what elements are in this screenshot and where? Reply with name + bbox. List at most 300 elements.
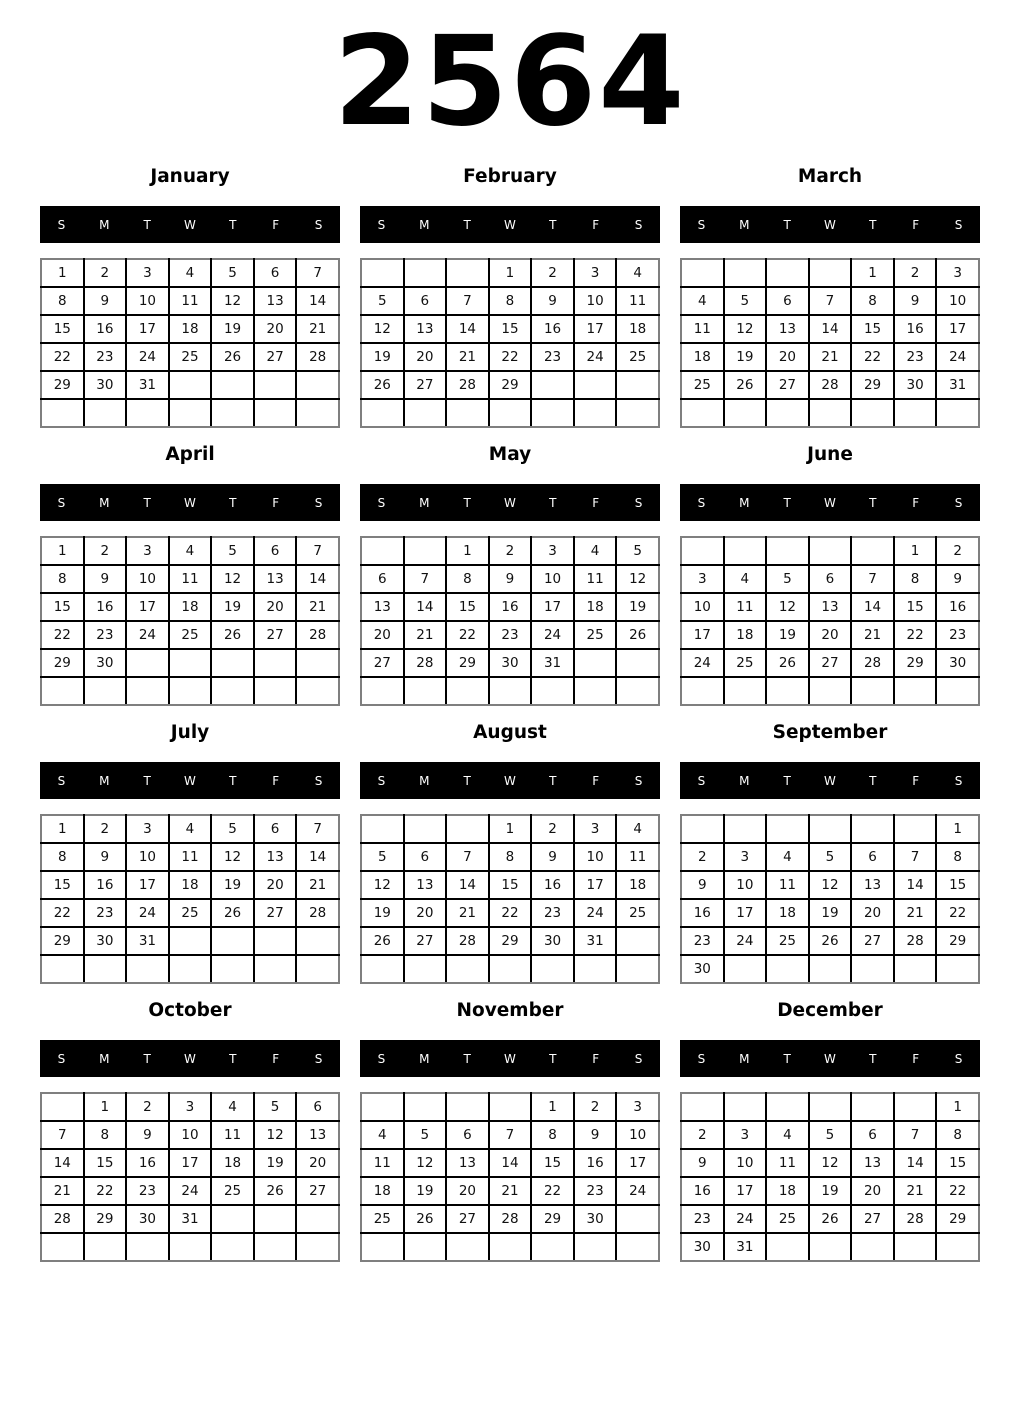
day-cell: 14 bbox=[894, 871, 937, 899]
day-cell: 28 bbox=[296, 621, 339, 649]
day-cell bbox=[361, 677, 404, 705]
week-row bbox=[361, 537, 659, 565]
day-cell bbox=[169, 649, 212, 677]
month-block bbox=[360, 156, 660, 434]
day-cell: 29 bbox=[489, 371, 532, 399]
day-cell: 27 bbox=[404, 927, 447, 955]
day-cell: 8 bbox=[936, 843, 979, 871]
day-cell: 5 bbox=[361, 843, 404, 871]
day-cell: 23 bbox=[489, 621, 532, 649]
day-cell: 25 bbox=[169, 621, 212, 649]
day-cell: 29 bbox=[84, 1205, 127, 1233]
day-cell: 19 bbox=[766, 621, 809, 649]
day-cell: 27 bbox=[404, 371, 447, 399]
day-cell: 7 bbox=[446, 843, 489, 871]
weekday-header-bar bbox=[680, 762, 980, 799]
day-cell: 27 bbox=[446, 1205, 489, 1233]
day-cell: 18 bbox=[169, 315, 212, 343]
day-cell bbox=[724, 815, 767, 843]
day-cell: 20 bbox=[254, 871, 297, 899]
day-cell bbox=[296, 927, 339, 955]
weekday-label: T bbox=[229, 495, 237, 510]
day-cell bbox=[361, 537, 404, 565]
day-cell: 21 bbox=[296, 593, 339, 621]
day-cell bbox=[616, 399, 659, 427]
day-cell bbox=[446, 259, 489, 287]
day-cell: 28 bbox=[446, 927, 489, 955]
day-cell: 4 bbox=[169, 259, 212, 287]
day-cell: 7 bbox=[404, 565, 447, 593]
day-cell: 13 bbox=[809, 593, 852, 621]
day-cell: 10 bbox=[126, 287, 169, 315]
day-cell bbox=[84, 399, 127, 427]
day-cell: 24 bbox=[126, 899, 169, 927]
day-cell: 7 bbox=[446, 287, 489, 315]
day-cell: 28 bbox=[851, 649, 894, 677]
day-cell: 21 bbox=[489, 1177, 532, 1205]
day-cell: 28 bbox=[296, 343, 339, 371]
day-cell: 3 bbox=[681, 565, 724, 593]
day-cell: 14 bbox=[446, 315, 489, 343]
day-cell bbox=[894, 677, 937, 705]
day-cell: 25 bbox=[681, 371, 724, 399]
weekday-label: T bbox=[783, 1051, 791, 1066]
day-cell: 24 bbox=[616, 1177, 659, 1205]
weekday-label: S bbox=[634, 1051, 643, 1066]
day-cell: 3 bbox=[126, 537, 169, 565]
day-cell bbox=[404, 677, 447, 705]
day-cell: 14 bbox=[296, 287, 339, 315]
week-row bbox=[681, 565, 979, 593]
week-row bbox=[681, 593, 979, 621]
day-cell bbox=[489, 677, 532, 705]
day-cell bbox=[446, 399, 489, 427]
day-cell bbox=[894, 815, 937, 843]
day-cell: 24 bbox=[724, 927, 767, 955]
day-cell bbox=[766, 815, 809, 843]
weekday-label: M bbox=[99, 1051, 110, 1066]
weekday-label: S bbox=[377, 1051, 386, 1066]
day-cell: 4 bbox=[169, 537, 212, 565]
day-cell bbox=[894, 1093, 937, 1121]
day-cell: 6 bbox=[254, 815, 297, 843]
weekday-label: M bbox=[99, 495, 110, 510]
day-cell: 16 bbox=[84, 871, 127, 899]
month-date-grid bbox=[40, 814, 340, 984]
month-date-grid bbox=[680, 814, 980, 984]
week-row bbox=[361, 343, 659, 371]
day-cell bbox=[211, 955, 254, 983]
day-cell bbox=[936, 955, 979, 983]
day-cell: 9 bbox=[531, 843, 574, 871]
day-cell: 14 bbox=[296, 565, 339, 593]
day-cell: 27 bbox=[254, 899, 297, 927]
week-row bbox=[681, 955, 979, 983]
week-row bbox=[681, 899, 979, 927]
day-cell: 19 bbox=[616, 593, 659, 621]
day-cell: 29 bbox=[851, 371, 894, 399]
day-cell bbox=[296, 955, 339, 983]
day-cell: 13 bbox=[254, 843, 297, 871]
weekday-label: S bbox=[954, 773, 963, 788]
day-cell bbox=[169, 1233, 212, 1261]
day-cell: 23 bbox=[84, 343, 127, 371]
day-cell bbox=[809, 537, 852, 565]
day-cell: 21 bbox=[446, 343, 489, 371]
day-cell: 24 bbox=[126, 343, 169, 371]
day-cell: 23 bbox=[84, 899, 127, 927]
day-cell: 30 bbox=[894, 371, 937, 399]
day-cell bbox=[254, 1233, 297, 1261]
day-cell: 15 bbox=[936, 1149, 979, 1177]
week-row bbox=[361, 1121, 659, 1149]
weekday-label: M bbox=[739, 217, 750, 232]
day-cell: 4 bbox=[574, 537, 617, 565]
weekday-label: T bbox=[549, 217, 557, 232]
week-row bbox=[41, 843, 339, 871]
weekday-label: W bbox=[504, 1051, 516, 1066]
day-cell: 31 bbox=[724, 1233, 767, 1261]
day-cell: 12 bbox=[809, 1149, 852, 1177]
day-cell: 1 bbox=[41, 537, 84, 565]
week-row bbox=[361, 899, 659, 927]
week-row bbox=[41, 593, 339, 621]
weekday-label: T bbox=[229, 773, 237, 788]
day-cell: 11 bbox=[766, 1149, 809, 1177]
weekday-header-bar bbox=[360, 762, 660, 799]
day-cell bbox=[361, 815, 404, 843]
week-row bbox=[361, 843, 659, 871]
day-cell: 26 bbox=[211, 621, 254, 649]
day-cell: 18 bbox=[169, 593, 212, 621]
day-cell: 5 bbox=[254, 1093, 297, 1121]
day-cell: 18 bbox=[361, 1177, 404, 1205]
week-row bbox=[361, 621, 659, 649]
weekday-label: M bbox=[739, 1051, 750, 1066]
day-cell: 1 bbox=[446, 537, 489, 565]
day-cell: 24 bbox=[531, 621, 574, 649]
day-cell bbox=[211, 1205, 254, 1233]
day-cell: 22 bbox=[41, 343, 84, 371]
day-cell: 30 bbox=[489, 649, 532, 677]
day-cell bbox=[404, 399, 447, 427]
day-cell: 20 bbox=[254, 593, 297, 621]
day-cell: 20 bbox=[361, 621, 404, 649]
weekday-header-bar bbox=[40, 484, 340, 521]
day-cell: 26 bbox=[404, 1205, 447, 1233]
weekday-label: S bbox=[954, 1051, 963, 1066]
month-date-grid bbox=[40, 536, 340, 706]
day-cell bbox=[851, 815, 894, 843]
day-cell bbox=[809, 1093, 852, 1121]
day-cell: 5 bbox=[766, 565, 809, 593]
day-cell: 26 bbox=[809, 1205, 852, 1233]
day-cell: 4 bbox=[724, 565, 767, 593]
day-cell: 26 bbox=[766, 649, 809, 677]
day-cell: 1 bbox=[489, 259, 532, 287]
day-cell: 8 bbox=[489, 287, 532, 315]
day-cell bbox=[724, 955, 767, 983]
day-cell: 30 bbox=[84, 371, 127, 399]
day-cell: 7 bbox=[894, 843, 937, 871]
day-cell: 19 bbox=[211, 315, 254, 343]
day-cell bbox=[574, 649, 617, 677]
month-date-grid bbox=[680, 258, 980, 428]
day-cell: 11 bbox=[724, 593, 767, 621]
week-row bbox=[361, 259, 659, 287]
day-cell bbox=[361, 399, 404, 427]
week-row bbox=[361, 399, 659, 427]
day-cell: 16 bbox=[681, 1177, 724, 1205]
week-row bbox=[361, 677, 659, 705]
day-cell bbox=[766, 259, 809, 287]
day-cell: 8 bbox=[41, 287, 84, 315]
day-cell: 15 bbox=[531, 1149, 574, 1177]
day-cell: 20 bbox=[296, 1149, 339, 1177]
day-cell: 30 bbox=[681, 1233, 724, 1261]
day-cell: 2 bbox=[894, 259, 937, 287]
day-cell: 7 bbox=[296, 259, 339, 287]
day-cell: 26 bbox=[809, 927, 852, 955]
weekday-header-bar bbox=[360, 484, 660, 521]
day-cell: 4 bbox=[681, 287, 724, 315]
day-cell: 13 bbox=[446, 1149, 489, 1177]
day-cell: 6 bbox=[851, 843, 894, 871]
day-cell: 2 bbox=[574, 1093, 617, 1121]
day-cell: 11 bbox=[616, 843, 659, 871]
month-title: January bbox=[150, 165, 230, 187]
day-cell bbox=[254, 927, 297, 955]
month-title: March bbox=[797, 165, 863, 187]
day-cell: 16 bbox=[84, 315, 127, 343]
day-cell bbox=[766, 1233, 809, 1261]
day-cell: 27 bbox=[361, 649, 404, 677]
day-cell: 27 bbox=[766, 371, 809, 399]
day-cell: 10 bbox=[724, 1149, 767, 1177]
day-cell bbox=[851, 955, 894, 983]
day-cell bbox=[616, 677, 659, 705]
weekday-header-bar bbox=[40, 762, 340, 799]
day-cell: 2 bbox=[84, 537, 127, 565]
day-cell: 9 bbox=[84, 565, 127, 593]
day-cell: 22 bbox=[41, 899, 84, 927]
day-cell bbox=[531, 371, 574, 399]
week-row bbox=[361, 287, 659, 315]
weekday-label: W bbox=[824, 773, 836, 788]
day-cell: 6 bbox=[404, 287, 447, 315]
week-row bbox=[41, 1233, 339, 1261]
day-cell: 30 bbox=[681, 955, 724, 983]
day-cell: 1 bbox=[489, 815, 532, 843]
weekday-label: W bbox=[184, 1051, 196, 1066]
day-cell bbox=[41, 1093, 84, 1121]
day-cell bbox=[724, 677, 767, 705]
day-cell: 21 bbox=[809, 343, 852, 371]
day-cell: 29 bbox=[489, 927, 532, 955]
weekday-label: M bbox=[419, 495, 430, 510]
day-cell: 6 bbox=[851, 1121, 894, 1149]
day-cell bbox=[724, 537, 767, 565]
week-row bbox=[681, 677, 979, 705]
day-cell: 13 bbox=[254, 565, 297, 593]
month-date-grid bbox=[680, 536, 980, 706]
week-row bbox=[681, 1149, 979, 1177]
week-row bbox=[681, 371, 979, 399]
day-cell: 1 bbox=[41, 815, 84, 843]
day-cell: 2 bbox=[681, 843, 724, 871]
day-cell bbox=[126, 1233, 169, 1261]
day-cell: 25 bbox=[616, 343, 659, 371]
day-cell: 5 bbox=[724, 287, 767, 315]
day-cell: 1 bbox=[851, 259, 894, 287]
day-cell: 27 bbox=[809, 649, 852, 677]
month-title: May bbox=[488, 443, 532, 465]
day-cell bbox=[296, 1233, 339, 1261]
day-cell: 17 bbox=[616, 1149, 659, 1177]
week-row bbox=[41, 565, 339, 593]
day-cell: 21 bbox=[894, 1177, 937, 1205]
day-cell: 1 bbox=[84, 1093, 127, 1121]
week-row bbox=[361, 1233, 659, 1261]
weekday-label: S bbox=[314, 495, 323, 510]
day-cell: 23 bbox=[894, 343, 937, 371]
weekday-label: T bbox=[783, 217, 791, 232]
day-cell: 19 bbox=[211, 593, 254, 621]
day-cell: 8 bbox=[936, 1121, 979, 1149]
day-cell: 11 bbox=[616, 287, 659, 315]
day-cell: 30 bbox=[574, 1205, 617, 1233]
day-cell bbox=[616, 371, 659, 399]
week-row bbox=[41, 927, 339, 955]
day-cell bbox=[851, 1093, 894, 1121]
day-cell: 2 bbox=[84, 815, 127, 843]
day-cell: 22 bbox=[41, 621, 84, 649]
week-row bbox=[41, 537, 339, 565]
weekday-label: S bbox=[697, 495, 706, 510]
weekday-label: M bbox=[419, 773, 430, 788]
day-cell: 16 bbox=[84, 593, 127, 621]
day-cell: 21 bbox=[296, 871, 339, 899]
week-row bbox=[361, 371, 659, 399]
day-cell bbox=[296, 649, 339, 677]
weekday-header-bar bbox=[680, 1040, 980, 1077]
day-cell: 8 bbox=[489, 843, 532, 871]
weekday-label: S bbox=[377, 495, 386, 510]
day-cell: 5 bbox=[211, 815, 254, 843]
day-cell: 18 bbox=[211, 1149, 254, 1177]
day-cell: 25 bbox=[211, 1177, 254, 1205]
weekday-label: W bbox=[504, 217, 516, 232]
week-row bbox=[681, 287, 979, 315]
week-row bbox=[361, 649, 659, 677]
day-cell: 30 bbox=[84, 927, 127, 955]
day-cell: 4 bbox=[616, 259, 659, 287]
day-cell: 6 bbox=[361, 565, 404, 593]
day-cell: 18 bbox=[681, 343, 724, 371]
day-cell bbox=[766, 399, 809, 427]
day-cell bbox=[211, 399, 254, 427]
day-cell: 2 bbox=[126, 1093, 169, 1121]
day-cell: 4 bbox=[211, 1093, 254, 1121]
day-cell: 24 bbox=[574, 899, 617, 927]
day-cell: 26 bbox=[211, 899, 254, 927]
day-cell: 24 bbox=[574, 343, 617, 371]
week-row bbox=[681, 399, 979, 427]
day-cell bbox=[126, 649, 169, 677]
week-row bbox=[361, 955, 659, 983]
day-cell bbox=[169, 677, 212, 705]
month-block bbox=[360, 434, 660, 712]
day-cell: 11 bbox=[211, 1121, 254, 1149]
day-cell: 10 bbox=[681, 593, 724, 621]
day-cell bbox=[169, 399, 212, 427]
week-row bbox=[361, 815, 659, 843]
day-cell: 17 bbox=[574, 871, 617, 899]
day-cell: 9 bbox=[681, 1149, 724, 1177]
day-cell: 20 bbox=[809, 621, 852, 649]
weekday-label: W bbox=[184, 495, 196, 510]
week-row bbox=[681, 315, 979, 343]
month-date-grid bbox=[40, 258, 340, 428]
day-cell bbox=[489, 1233, 532, 1261]
month-block bbox=[680, 434, 980, 712]
day-cell bbox=[809, 1233, 852, 1261]
day-cell: 22 bbox=[894, 621, 937, 649]
day-cell bbox=[574, 1233, 617, 1261]
month-title: June bbox=[807, 443, 853, 465]
week-row bbox=[361, 927, 659, 955]
month-block bbox=[360, 990, 660, 1268]
day-cell bbox=[724, 399, 767, 427]
day-cell: 15 bbox=[41, 871, 84, 899]
weekday-label: M bbox=[739, 495, 750, 510]
day-cell bbox=[254, 677, 297, 705]
weekday-label: F bbox=[592, 773, 600, 788]
weekday-label: S bbox=[954, 495, 963, 510]
week-row bbox=[681, 1233, 979, 1261]
week-row bbox=[681, 537, 979, 565]
weekday-label: F bbox=[912, 217, 920, 232]
month-title: July bbox=[170, 721, 210, 743]
month-date-grid bbox=[360, 1092, 660, 1262]
day-cell: 6 bbox=[296, 1093, 339, 1121]
day-cell bbox=[809, 955, 852, 983]
day-cell: 23 bbox=[531, 899, 574, 927]
day-cell: 7 bbox=[809, 287, 852, 315]
weekday-label: S bbox=[377, 217, 386, 232]
week-row bbox=[41, 1149, 339, 1177]
day-cell: 18 bbox=[616, 315, 659, 343]
day-cell bbox=[296, 371, 339, 399]
day-cell: 16 bbox=[894, 315, 937, 343]
day-cell: 23 bbox=[84, 621, 127, 649]
day-cell: 17 bbox=[724, 899, 767, 927]
week-row bbox=[681, 1121, 979, 1149]
day-cell bbox=[616, 1233, 659, 1261]
day-cell: 3 bbox=[126, 259, 169, 287]
day-cell bbox=[681, 815, 724, 843]
day-cell: 12 bbox=[211, 565, 254, 593]
day-cell: 11 bbox=[574, 565, 617, 593]
day-cell: 23 bbox=[681, 927, 724, 955]
day-cell: 2 bbox=[681, 1121, 724, 1149]
day-cell bbox=[296, 1205, 339, 1233]
week-row bbox=[361, 593, 659, 621]
day-cell: 10 bbox=[126, 843, 169, 871]
day-cell: 27 bbox=[254, 343, 297, 371]
day-cell bbox=[936, 1233, 979, 1261]
day-cell: 15 bbox=[41, 593, 84, 621]
